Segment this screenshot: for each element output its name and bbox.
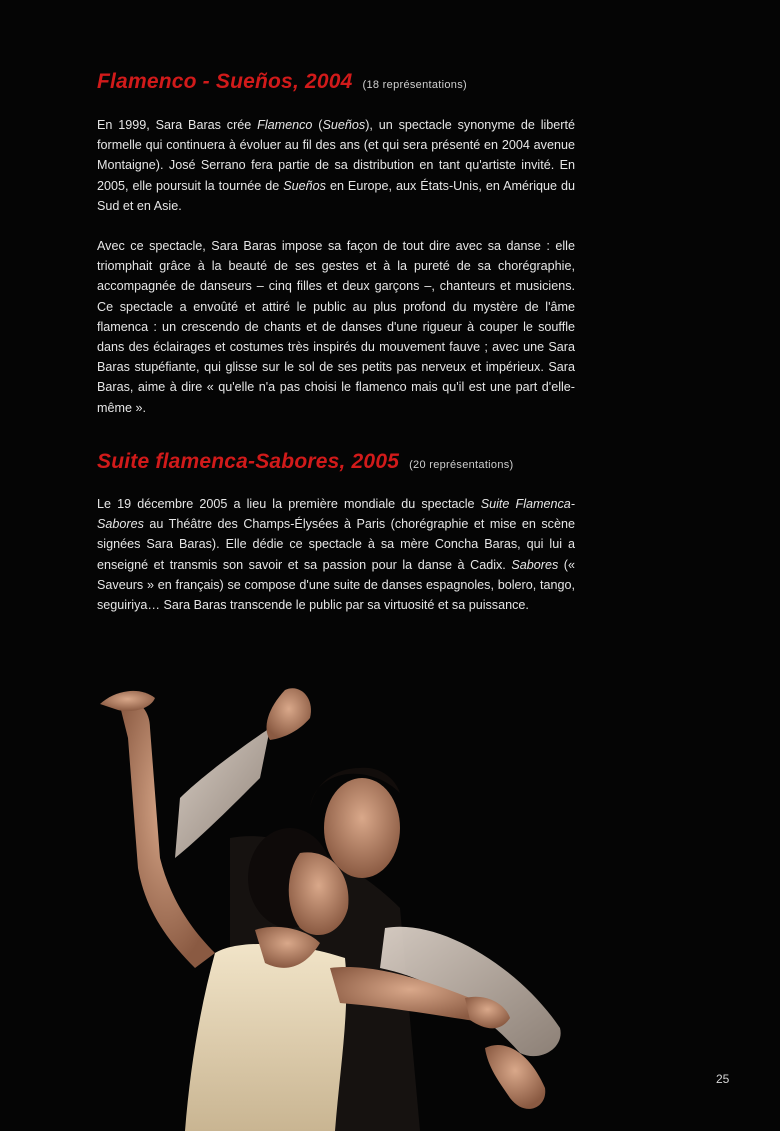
section-heading-sabores	[97, 450, 514, 474]
page-number: 25	[716, 1072, 730, 1086]
italic-title-run: Sueños	[283, 178, 326, 193]
paragraph-suenos-description	[97, 236, 575, 418]
text-run: (	[312, 118, 323, 132]
paragraph-suenos-intro	[97, 115, 575, 216]
text-run: (« Saveurs » en français) se compose d'une suite de danses espagnoles, bolero, tango, seguiriya… Sara Baras transcende le public par sa virtuosité et sa puissance.	[97, 557, 576, 613]
text-run: au Théâtre des Champs-Élysées à Paris (chorégraphie et mise en scène signées Sara Baras). Elle dédie ce spectacle à sa mère Concha Baras, qui lui a enseigné et transmis son savoir et sa passion pour la danse à Cadix.	[97, 517, 575, 572]
italic-title-run: Suite Flamenca-Sabores	[97, 497, 575, 532]
dancers-photo	[0, 668, 780, 1131]
paragraph-sabores	[97, 494, 575, 615]
text-run: En 1999, Sara Baras crée	[97, 118, 258, 132]
italic-title-run: Flamenco	[257, 118, 313, 132]
text-run: ), un spectacle synonyme de liberté formelle qui continuera à évoluer au fil des ans (et qui sera présenté en 2004 avenue Montaigne). José Serrano fera partie de sa distribution en tant qu'artiste invité. En 2005, elle poursuit la tournée de	[97, 118, 575, 193]
section-title: Flamenco - Sueños, 2004	[97, 70, 353, 93]
performance-count: (20 représentations)	[409, 459, 514, 471]
italic-title-run: Sueños	[322, 118, 366, 132]
performance-count: (18 représentations)	[362, 79, 467, 91]
section-heading-suenos	[97, 70, 467, 94]
text-run: Avec ce spectacle, Sara Baras impose sa façon de tout dire avec sa danse : elle triomphait grâce à la beauté de ses gestes et à la pureté de sa chorégraphie, accompagnée de danseurs – cinq filles et deux garçons –, chanteurs et musiciens. Ce spectacle a envoûté et attiré le public au plus profond du mystère de l'âme flamenca : un crescendo de chants et de danses d'une rigueur à couper le souffle dans des éclairages et costumes très inspirés du mouvement fauve ; avec une Sara Baras stupéfiante, qui glisse sur le sol de ses petits pas nerveux et impérieux. Sara Baras, aime à dire « qu'elle n'a pas choisi le flamenco mais qu'il est une part d'elle-même ».	[97, 239, 575, 415]
italic-title-run: Sabores	[511, 557, 559, 572]
text-run: Le 19 décembre 2005 a lieu la première mondiale du spectacle	[97, 497, 481, 511]
section-title: Suite flamenca-Sabores, 2005	[97, 450, 400, 473]
text-run: en Europe, aux États-Unis, en Amérique du Sud et en Asie.	[97, 178, 575, 213]
